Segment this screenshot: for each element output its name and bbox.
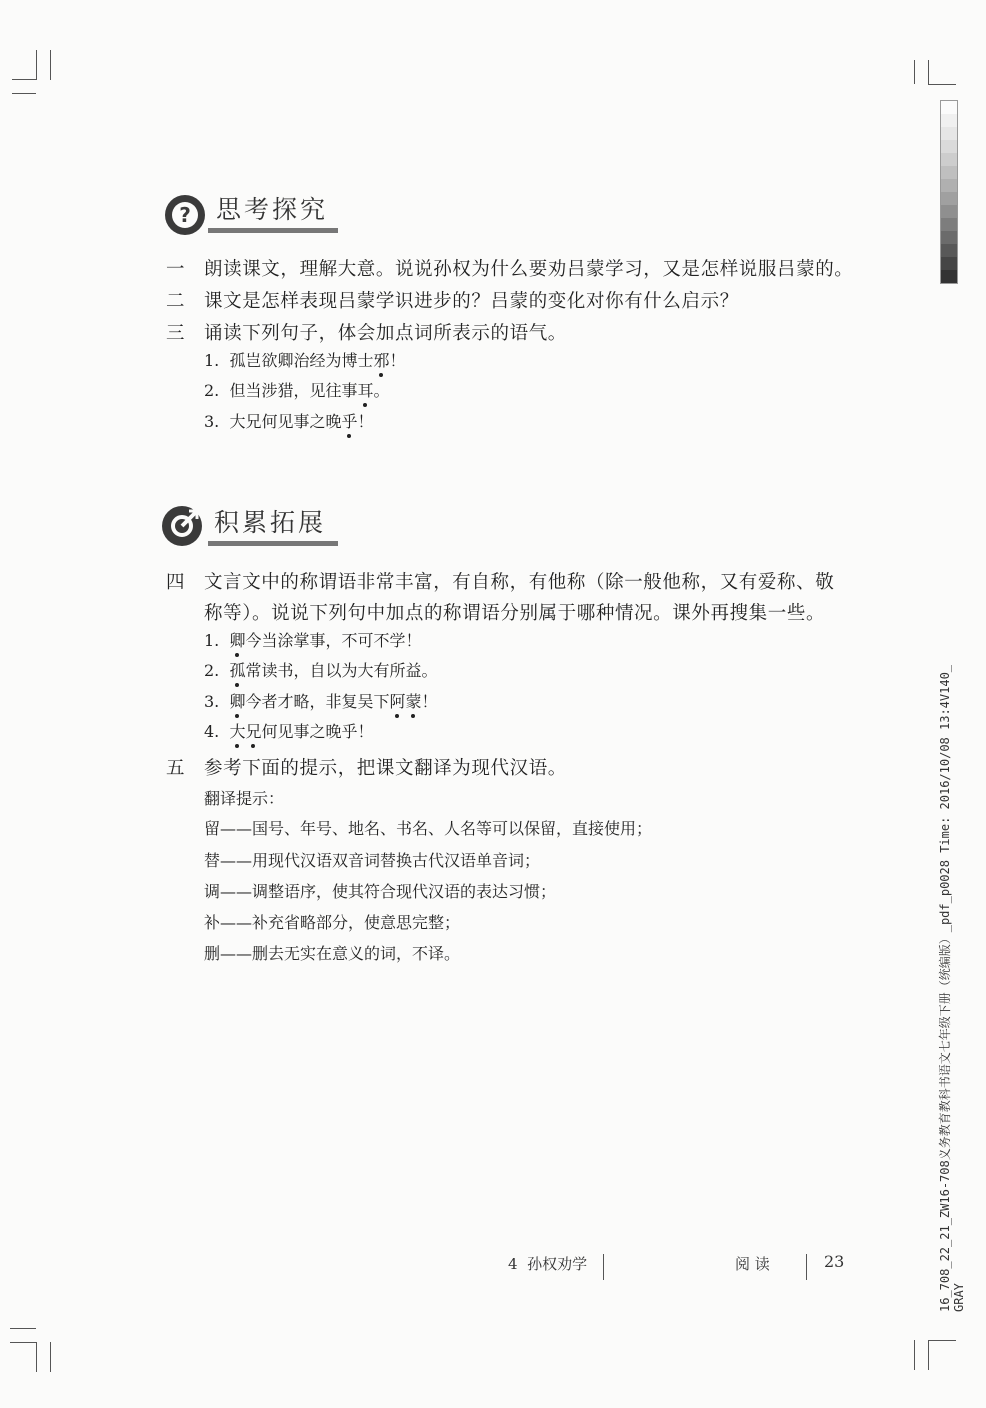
crop-mark bbox=[928, 1340, 956, 1341]
print-slug: 16_708_22_21_ZW16-708义务教育教科书语文七年级下册（统编版）_pdf_p0028 Time: 2016/10/08 13:4V140_ GRAY bbox=[938, 664, 966, 1312]
crop-mark bbox=[928, 60, 929, 84]
crop-mark bbox=[914, 1340, 915, 1370]
hint-line: 留——国号、年号、地名、书名、人名等可以保留，直接使用； bbox=[204, 819, 653, 838]
question-icon bbox=[165, 195, 205, 235]
page-number: 23 bbox=[824, 1252, 845, 1271]
sentence-item: 2. 但当涉猎，见往事耳。 bbox=[204, 381, 390, 400]
sentence-item: 1. 孤岂欲卿治经为博士邪！ bbox=[204, 351, 406, 370]
crop-mark bbox=[10, 1342, 36, 1343]
footer-divider bbox=[806, 1254, 807, 1280]
footer-divider bbox=[603, 1254, 604, 1280]
section-title-accumulation: 积累拓展 bbox=[214, 508, 327, 537]
crop-mark bbox=[50, 1342, 51, 1372]
sentence-item: 3. 卿今者才略，非复吴下阿蒙！ bbox=[204, 692, 438, 711]
sentence-item: 3. 大兄何见事之晚乎！ bbox=[204, 412, 374, 431]
crop-mark bbox=[10, 1328, 36, 1329]
crop-mark bbox=[12, 79, 36, 80]
crop-mark bbox=[928, 84, 956, 85]
question-4: 四 文言文中的称谓语非常丰富，有自称，有他称（除一般他称，又有爱称、敬 bbox=[166, 572, 835, 593]
hint-title: 翻译提示： bbox=[204, 789, 285, 808]
hint-line: 补——补充省略部分，使意思完整； bbox=[204, 913, 461, 932]
sentence-item: 1. 卿今当涂掌事，不可不学！ bbox=[204, 631, 422, 650]
hint-line: 调——调整语序，使其符合现代汉语的表达习惯； bbox=[204, 882, 557, 901]
sentence-item: 2. 孤常读书，自以为大有所益。 bbox=[204, 661, 438, 680]
footer-lesson: 4 孙权劝学 bbox=[508, 1255, 588, 1273]
gray-scale-strip bbox=[940, 100, 958, 284]
crop-mark bbox=[50, 50, 51, 80]
hint-line: 删——删去无实在意义的词，不译。 bbox=[204, 944, 461, 963]
section-underline bbox=[208, 541, 338, 546]
question-4-cont: 称等）。说说下列句中加点的称谓语分别属于哪种情况。课外再搜集一些。 bbox=[204, 603, 826, 624]
question-3: 三 诵读下列句子，体会加点词所表示的语气。 bbox=[166, 323, 567, 344]
footer-section: 阅 读 bbox=[735, 1255, 770, 1273]
crop-mark bbox=[12, 93, 36, 94]
crop-mark bbox=[914, 60, 915, 84]
question-2: 二 课文是怎样表现吕蒙学识进步的？吕蒙的变化对你有什么启示？ bbox=[166, 291, 739, 312]
question-5: 五 参考下面的提示，把课文翻译为现代汉语。 bbox=[166, 758, 567, 779]
crop-mark bbox=[36, 1342, 37, 1372]
section-underline bbox=[208, 228, 338, 233]
crop-mark bbox=[928, 1340, 929, 1370]
hint-line: 替——用现代汉语双音词替换古代汉语单音词； bbox=[204, 851, 541, 870]
svg-text:?: ? bbox=[179, 203, 191, 227]
crop-mark bbox=[36, 50, 37, 80]
section-title-thinking: 思考探究 bbox=[216, 195, 329, 224]
expand-arrow-icon bbox=[162, 506, 202, 546]
sentence-item: 4. 大兄何见事之晚乎！ bbox=[204, 722, 374, 741]
question-1: 一 朗读课文，理解大意。说说孙权为什么要劝吕蒙学习，又是怎样说服吕蒙的。 bbox=[166, 259, 854, 280]
